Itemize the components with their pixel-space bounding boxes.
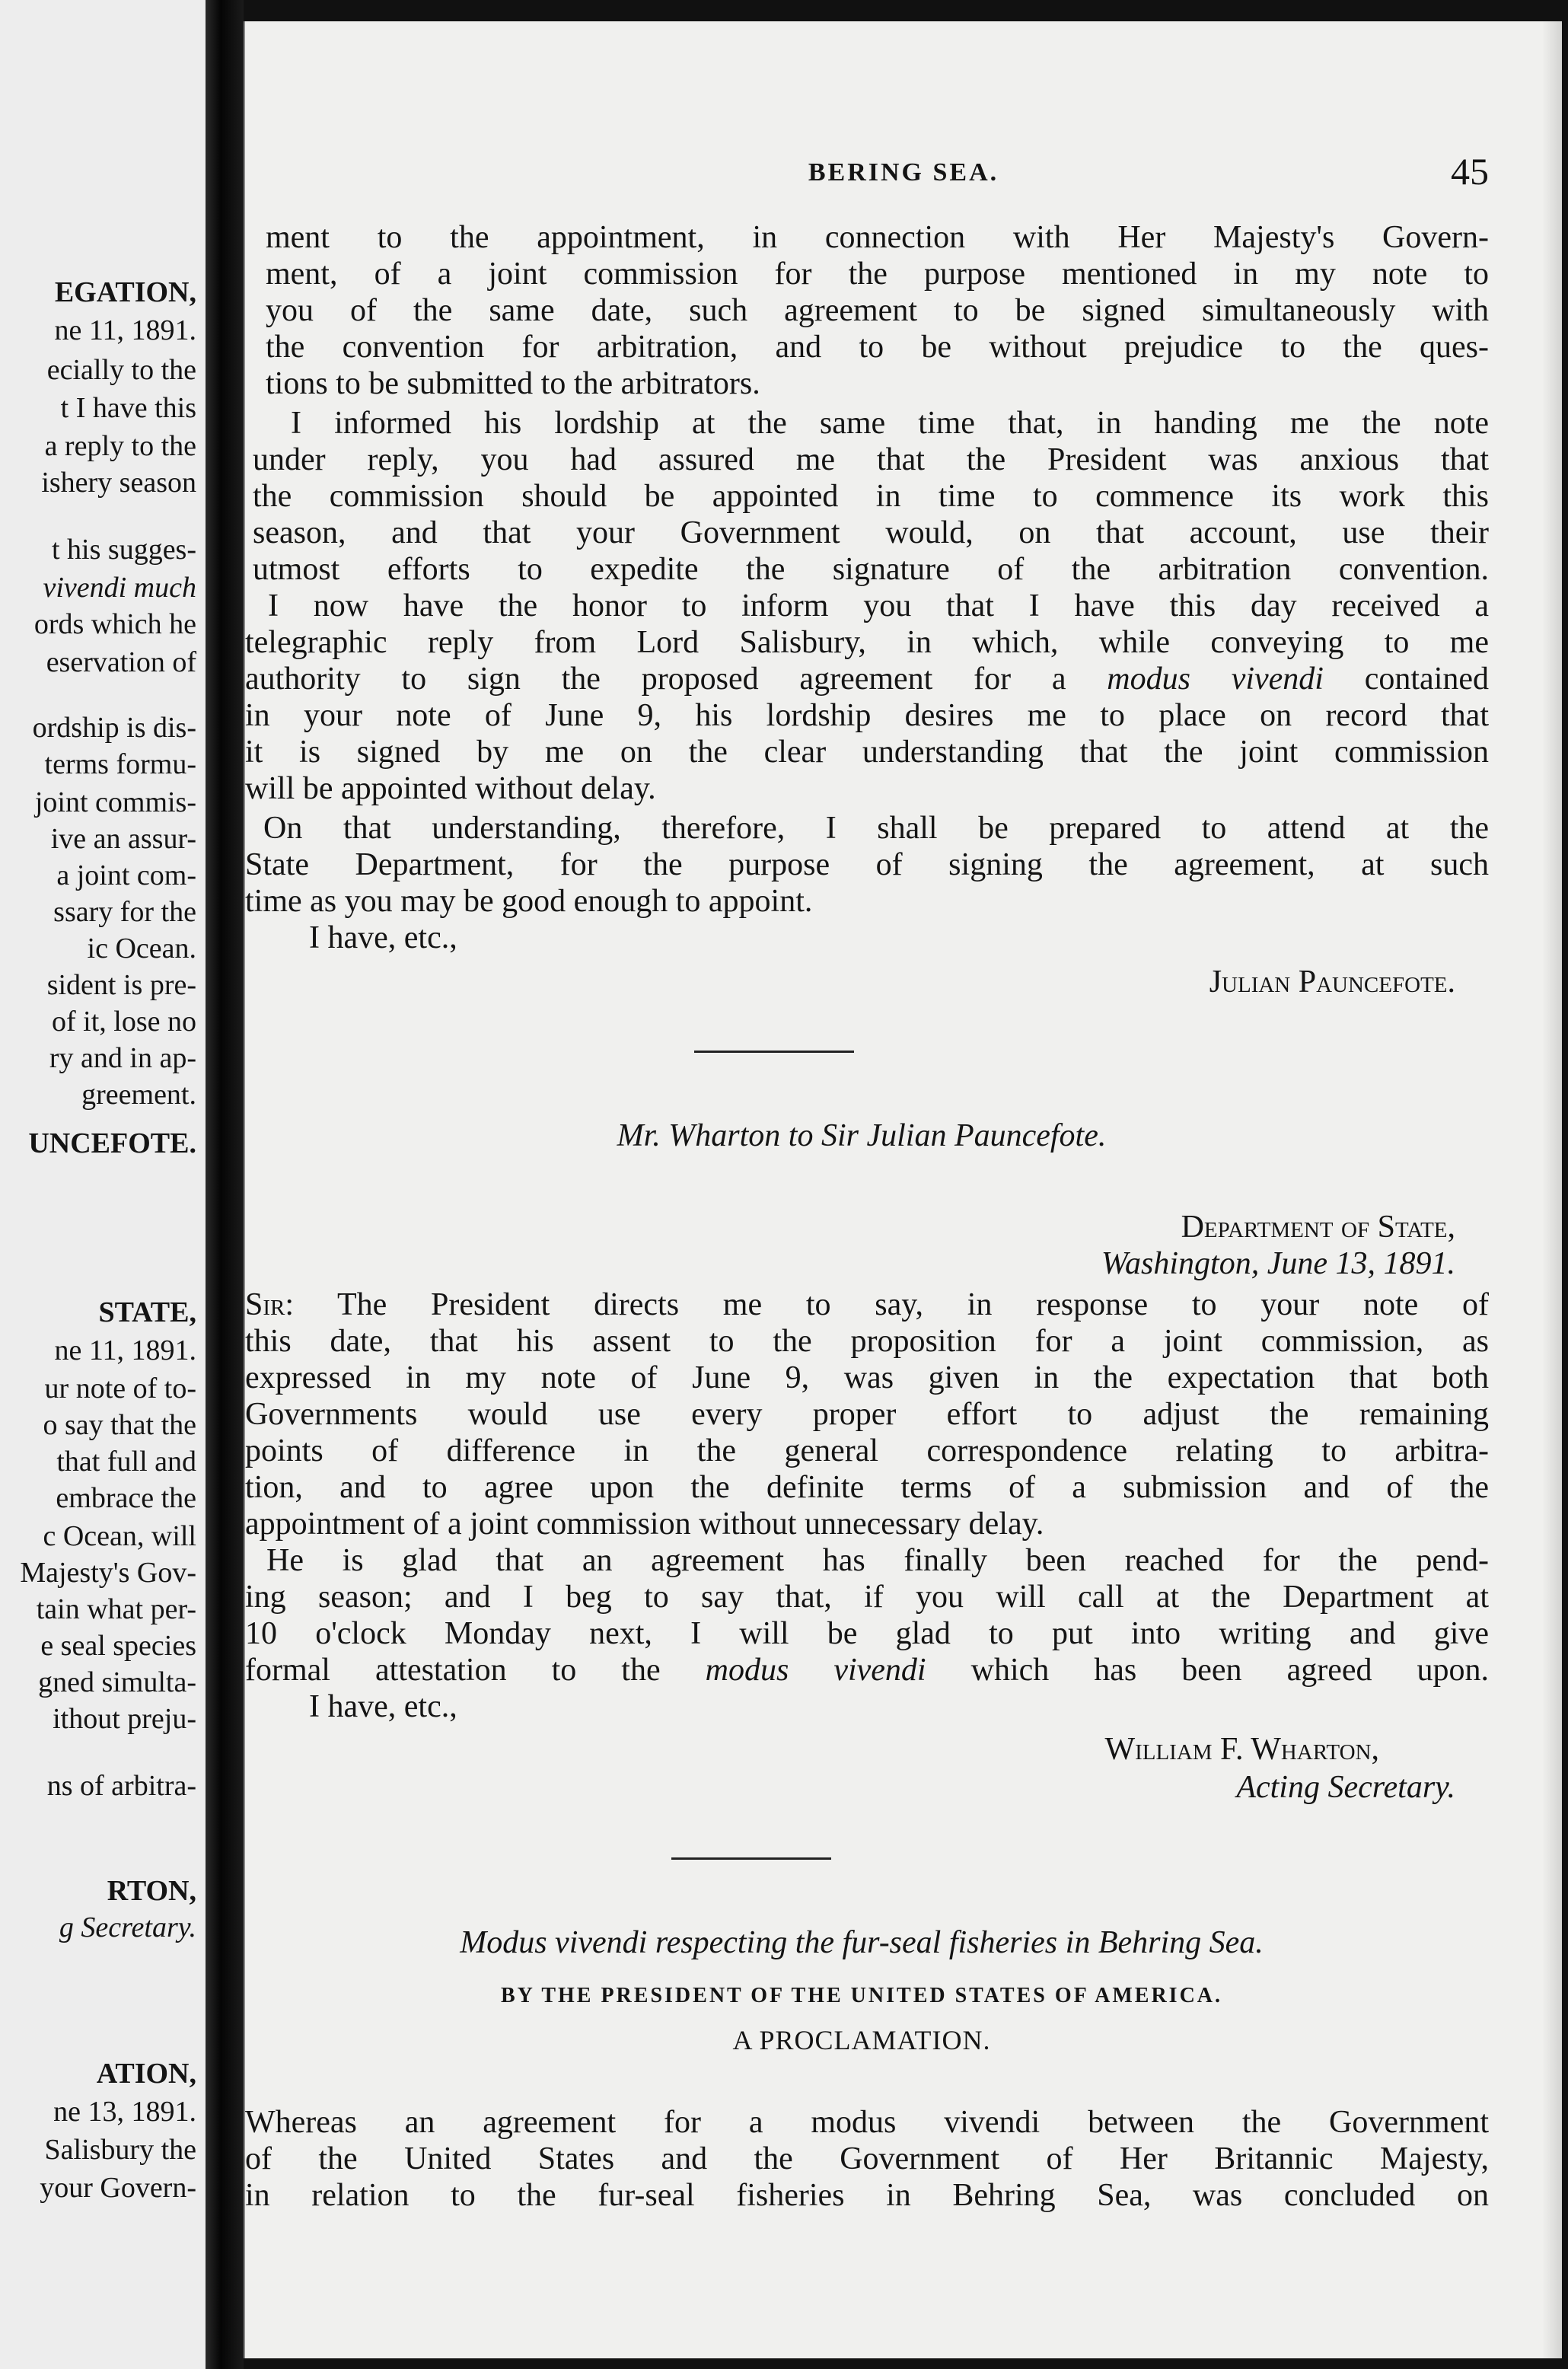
left-fragment-line: t I have this bbox=[60, 392, 196, 424]
text-line: season, and that your Government would, on that account, use their bbox=[253, 515, 1489, 550]
left-fragment-line: ssary for the bbox=[53, 896, 196, 928]
left-fragment-line: ATION, bbox=[96, 2058, 196, 2090]
text-line: tions to be submitted to the arbitrators. bbox=[266, 366, 760, 401]
proclamation-title: A PROCLAMATION. bbox=[732, 2025, 991, 2055]
left-fragment-line: a joint com- bbox=[56, 859, 196, 891]
left-fragment-line: of it, lose no bbox=[52, 1006, 196, 1038]
proclamation-heading: Modus vivendi respecting the fur-seal fisheries in Behring Sea. bbox=[460, 1925, 1264, 1960]
letter2-heading: Mr. Wharton to Sir Julian Pauncefote. bbox=[617, 1118, 1107, 1153]
text-line: under reply, you had assured me that the President was anxious that bbox=[253, 442, 1489, 477]
section-divider bbox=[671, 1857, 831, 1860]
salutation: Sir: bbox=[245, 1287, 295, 1322]
left-fragment-line: EGATION, bbox=[54, 276, 196, 308]
text-line: authority to sign the proposed agreement for a modus vivendi contained bbox=[245, 662, 1489, 697]
left-fragment-line: sident is pre- bbox=[46, 969, 196, 1001]
left-fragment-line: embrace the bbox=[56, 1482, 196, 1514]
text-line: points of difference in the general correspondence relating to arbitra- bbox=[245, 1433, 1489, 1468]
running-head: BERING SEA. bbox=[808, 158, 999, 187]
text-line: formal attestation to the modus vivendi which has been agreed upon. bbox=[245, 1653, 1490, 1688]
text-line: State Department, for the purpose of signing the agreement, at such bbox=[245, 847, 1489, 882]
left-fragment-line: t his sugges- bbox=[52, 534, 196, 566]
left-fragment-line: Salisbury the bbox=[44, 2134, 196, 2166]
left-fragment-line: g Secretary. bbox=[59, 1911, 196, 1943]
letter2-address-line1: Department of State, bbox=[1181, 1210, 1455, 1245]
text-line: telegraphic reply from Lord Salisbury, in which, while conveying to me bbox=[245, 625, 1489, 660]
left-fragment-line: ur note of to- bbox=[44, 1373, 196, 1405]
text-line: He is glad that an agreement has finally been reached for the pend- bbox=[266, 1543, 1489, 1578]
left-fragment-line: terms formu- bbox=[44, 748, 196, 780]
left-fragment-line: STATE, bbox=[98, 1296, 196, 1328]
left-fragment-line: ishery season bbox=[41, 467, 196, 499]
left-fragment-line: o say that the bbox=[43, 1409, 196, 1441]
text-line: Governments would use every proper effort to adjust the remaining bbox=[245, 1397, 1489, 1432]
left-fragment-line: your Govern- bbox=[40, 2172, 196, 2204]
page-number: 45 bbox=[1451, 150, 1489, 193]
left-fragment-line: UNCEFOTE. bbox=[28, 1127, 196, 1159]
text-line: this date, that his assent to the proposition for a joint commission, as bbox=[245, 1324, 1489, 1359]
letter2-address-line2: Washington, June 13, 1891. bbox=[1101, 1246, 1455, 1281]
left-fragment-line: ic Ocean. bbox=[87, 933, 196, 964]
text-line: 10 o'clock Monday next, I will be glad to put into writing and give bbox=[245, 1616, 1489, 1651]
text-line: Whereas an agreement for a modus vivendi between the Government bbox=[245, 2105, 1489, 2140]
proclamation-byline: BY THE PRESIDENT OF THE UNITED STATES OF AMERICA. bbox=[500, 1984, 1223, 2007]
text-line: you of the same date, such agreement to be signed simultaneously with bbox=[266, 293, 1489, 328]
left-page-fragment bbox=[0, 0, 206, 2369]
left-fragment-line: ne 11, 1891. bbox=[54, 314, 196, 346]
text-line: Sir: The President directs me to say, in response to your note of bbox=[245, 1287, 1489, 1322]
left-fragment-line: ords which he bbox=[33, 608, 196, 640]
text-line: in your note of June 9, his lordship desires me to place on record that bbox=[245, 698, 1489, 733]
text-line: the convention for arbitration, and to be without prejudice to the ques- bbox=[266, 330, 1489, 365]
book-gutter bbox=[206, 0, 244, 2369]
text-line: in relation to the fur-seal fisheries in Behring Sea, was concluded on bbox=[245, 2178, 1489, 2213]
text-line: ment, of a joint commission for the purpose mentioned in my note to bbox=[266, 257, 1489, 292]
left-fragment-line: gned simulta- bbox=[38, 1666, 196, 1698]
left-fragment-line: joint commis- bbox=[34, 786, 196, 818]
page-content bbox=[245, 21, 1562, 2358]
left-fragment-line: ne 11, 1891. bbox=[54, 1334, 196, 1366]
letter2-signature-title: Acting Secretary. bbox=[1236, 1770, 1455, 1805]
left-fragment-line: Majesty's Gov- bbox=[20, 1557, 196, 1589]
left-fragment-line: greement. bbox=[81, 1079, 196, 1111]
left-fragment-line: ive an assur- bbox=[50, 823, 196, 855]
left-fragment-line: ns of arbitra- bbox=[46, 1770, 196, 1802]
letter1-closing: I have, etc., bbox=[309, 920, 457, 955]
text-line: tion, and to agree upon the definite terms of a submission and of the bbox=[245, 1470, 1489, 1505]
text-line: ing season; and I beg to say that, if you will call at the Department at bbox=[245, 1580, 1489, 1615]
section-divider bbox=[694, 1051, 854, 1053]
left-fragment-line: ne 13, 1891. bbox=[53, 2096, 196, 2128]
text-line: time as you may be good enough to appoint. bbox=[245, 884, 813, 919]
left-fragment-line: RTON, bbox=[107, 1875, 196, 1907]
left-fragment-line: ordship is dis- bbox=[32, 712, 196, 744]
left-fragment-line: vivendi much bbox=[43, 572, 196, 604]
text-line: expressed in my note of June 9, was given in the expectation that both bbox=[245, 1360, 1489, 1395]
left-fragment-line: eservation of bbox=[46, 646, 196, 678]
left-fragment-line: that full and bbox=[56, 1446, 196, 1478]
text-line: will be appointed without delay. bbox=[245, 771, 656, 806]
main-page bbox=[244, 21, 1562, 2358]
letter1-signature: Julian Pauncefote. bbox=[1209, 964, 1455, 1000]
text-line: the commission should be appointed in time to commence its work this bbox=[253, 479, 1489, 514]
text-line: ment to the appointment, in connection with Her Majesty's Govern- bbox=[266, 220, 1489, 255]
left-fragment-line: e seal species bbox=[40, 1630, 196, 1662]
left-fragment-line: tain what per- bbox=[36, 1593, 196, 1625]
left-fragment-line: ecially to the bbox=[46, 354, 196, 386]
letter2-closing: I have, etc., bbox=[309, 1689, 457, 1724]
text-line: I now have the honor to inform you that I have this day received a bbox=[268, 588, 1489, 623]
left-fragment-line: a reply to the bbox=[44, 430, 196, 462]
text-line: of the United States and the Government of Her Britannic Majesty, bbox=[245, 2141, 1489, 2176]
letter2-signature: William F. Wharton, bbox=[1104, 1732, 1379, 1767]
text-line: it is signed by me on the clear understanding that the joint commission bbox=[245, 735, 1489, 770]
text-line: I informed his lordship at the same time that, in handing me the note bbox=[291, 406, 1489, 441]
left-fragment-line: c Ocean, will bbox=[43, 1520, 196, 1552]
text-line: On that understanding, therefore, I shall be prepared to attend at the bbox=[263, 811, 1489, 846]
left-fragment-line: ry and in ap- bbox=[49, 1042, 196, 1074]
text-line: appointment of a joint commission without unnecessary delay. bbox=[245, 1507, 1044, 1542]
left-fragment-line: ithout preju- bbox=[53, 1703, 196, 1735]
text-line: utmost efforts to expedite the signature of the arbitration convention. bbox=[253, 552, 1489, 587]
